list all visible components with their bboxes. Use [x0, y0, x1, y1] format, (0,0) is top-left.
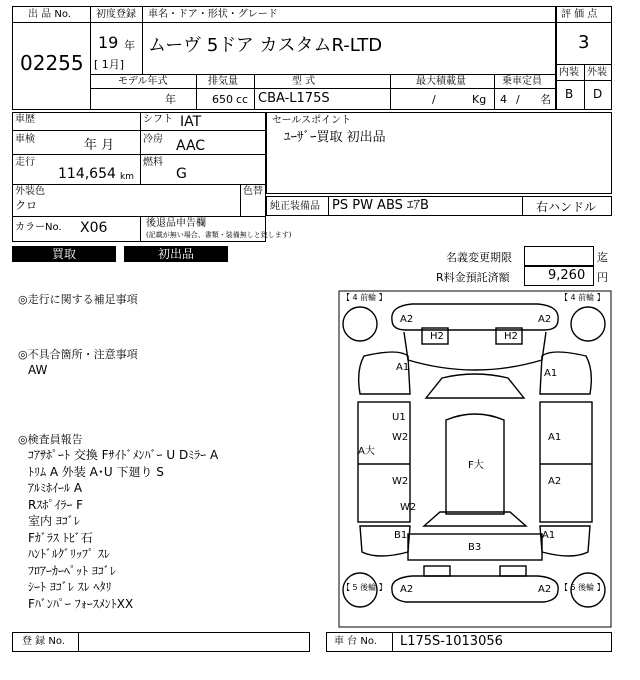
name-change-unit: 迄 — [597, 251, 608, 264]
inspector-report-line: ﾄﾘﾑ A 外装 A･U 下廻り S — [28, 464, 164, 479]
mark-rear-quarter-left: W2 — [400, 502, 417, 513]
mark-roof: F大 — [468, 460, 484, 471]
name-change-box — [524, 246, 594, 266]
purchase-badge: 買取 — [12, 246, 116, 262]
interior-grade: B — [565, 87, 574, 101]
mark-rear-door-left: W2 — [392, 476, 409, 487]
car-name-label: 車名・ドア・形状・グレード — [148, 9, 278, 20]
max-load: / — [432, 93, 436, 106]
hood — [404, 332, 546, 370]
inspection-value: 年 月 — [84, 138, 115, 153]
car-name: ムーヴ 5ドア カスタムR-LTD — [148, 35, 383, 56]
repaint-label: 色替 — [243, 186, 263, 197]
year-unit: 年 — [124, 39, 135, 52]
mark-fender-left: A1 — [396, 362, 410, 373]
aftermarket-note: (記載が無い場合、書類・装備無しと致します) — [146, 231, 292, 239]
mark-rear-bumper-right: A2 — [538, 584, 552, 595]
mark-rear-lamp-left: B1 — [394, 530, 408, 541]
wheel-front-left — [343, 307, 377, 341]
exterior-grade: D — [593, 87, 603, 101]
first-listing-badge: 初出品 — [124, 246, 228, 262]
fuel-value: G — [176, 166, 187, 182]
ac-label: 冷房 — [143, 134, 163, 145]
inspector-report-line: Fｶﾞﾗｽ ﾄﾋﾞ石 — [28, 530, 93, 545]
first-reg-year: 19 — [98, 33, 119, 52]
max-load-unit: Kg — [472, 93, 487, 106]
steering-value: 右ハンドル — [536, 200, 597, 214]
score-label: 評 価 点 — [561, 9, 598, 20]
displacement: 650 — [212, 93, 233, 106]
mark-back-door: B3 — [468, 542, 482, 553]
windshield — [426, 374, 524, 398]
model-year-unit: 年 — [165, 93, 176, 106]
mark-rear-door-right: A2 — [548, 476, 562, 487]
interior-label: 内装 — [559, 67, 579, 78]
corner-rear-right: 【 5 後輪 】 — [560, 583, 605, 592]
type-label: 型 式 — [292, 76, 316, 87]
model-year-label: モデル年式 — [118, 76, 168, 87]
mark-headlight-right: H2 — [504, 331, 518, 342]
capacity-label: 乗車定員 — [502, 76, 542, 87]
defect-line: AW — [28, 363, 48, 377]
defect-notes-title: ◎不具合箇所・注意事項 — [18, 348, 138, 361]
mark-front-door-left: W2 — [392, 432, 409, 443]
sales-point-label: セールスポイント — [272, 115, 352, 126]
displacement-label: 排気量 — [208, 76, 238, 87]
color-no-label: カラーNo. — [15, 222, 62, 233]
mark-rear-bumper-left: A2 — [400, 584, 414, 595]
mark-front-bumper-right: A2 — [538, 314, 552, 325]
capacity: 4 — [500, 93, 507, 106]
inspector-report-line: ｼｰﾄ ﾖｺﾞﾚ ｽﾚ ﾍﾀﾘ — [28, 580, 112, 594]
chassis-number: L175S-1013056 — [400, 634, 503, 649]
mark-pillar: U1 — [392, 412, 406, 423]
tail-lamp-left — [424, 566, 450, 576]
mark-fender-right: A1 — [544, 368, 558, 379]
inspector-report-line: Fﾊﾞﾝﾊﾟｰ ﾌｫｰｽﾒﾝﾄXX — [28, 596, 134, 611]
shift-value: IAT — [180, 114, 202, 130]
recycle-unit: 円 — [597, 271, 608, 284]
corner-front-right: 【 4 前輪 】 — [560, 293, 605, 302]
mileage-value: 114,654 — [58, 166, 116, 182]
equipment-label: 純正装備品 — [270, 201, 320, 212]
name-change-label: 名義変更期限 — [446, 251, 512, 264]
history-label: 車歴 — [15, 114, 35, 125]
model-type: CBA-L175S — [258, 91, 330, 106]
exterior-label: 外装 — [587, 67, 607, 78]
mileage-unit: km — [120, 172, 134, 182]
recycle-fee: 9,260 — [548, 268, 586, 283]
corner-front-left: 【 4 前輪 】 — [342, 293, 387, 302]
capacity-sep: / — [516, 93, 520, 106]
corner-rear-left: 【 5 後輪 】 — [342, 583, 387, 592]
inspector-report-line: Rｽﾎﾟｲﾗｰ F — [28, 497, 84, 512]
side-right — [540, 402, 592, 522]
exterior-color-label: 外装色 — [15, 186, 45, 197]
inspector-report-line: ﾌﾛｱｰｶｰﾍﾟｯﾄ ﾖｺﾞﾚ — [28, 563, 116, 578]
lot-no-label: 出 品 No. — [28, 9, 71, 20]
overall-score: 3 — [578, 32, 590, 53]
inspection-label: 車検 — [15, 134, 35, 145]
lot-number: 02255 — [20, 51, 84, 75]
mark-front-door-right: A1 — [548, 432, 562, 443]
rear-bumper — [392, 576, 558, 602]
inspector-report-line: ﾊﾝﾄﾞﾙｸﾞﾘｯﾌﾟ ｽﾚ — [28, 547, 110, 561]
ac-value: AAC — [176, 138, 206, 154]
equipment-value: PS PW ABS ｴｱB — [332, 198, 429, 213]
inspector-report-line: ｺｱｻﾎﾟｰﾄ 交換 Fｻｲﾄﾞﾒﾝﾊﾞｰ U Dﾐﾗｰ A — [28, 448, 219, 462]
shift-label: シフト — [143, 114, 173, 125]
inspector-report-line: 室内 ﾖｺﾞﾚ — [28, 514, 80, 528]
mileage-label: 走行 — [15, 157, 35, 168]
reg-no-label: 登 録 No. — [22, 636, 65, 647]
damage-diagram — [338, 290, 612, 628]
capacity-unit: 名 — [540, 93, 551, 106]
inspector-report-list — [28, 447, 218, 612]
exterior-color: クロ — [15, 199, 37, 212]
recycle-label: R料金預託済額 — [436, 271, 510, 284]
mark-rear-quarter-right: A1 — [542, 530, 556, 541]
displacement-unit: cc — [236, 93, 249, 106]
max-load-label: 最大積載量 — [416, 76, 466, 87]
tail-lamp-right — [500, 566, 526, 576]
mark-side-left: A大 — [358, 446, 375, 457]
mark-front-bumper-left: A2 — [400, 314, 414, 325]
inspector-title: ◎検査員報告 — [18, 433, 83, 446]
color-no: X06 — [80, 220, 108, 236]
front-bumper — [392, 304, 558, 330]
driving-notes-title: ◎走行に関する補足事項 — [18, 293, 138, 306]
wheel-front-right — [571, 307, 605, 341]
sales-point-text: ﾕｰｻﾞｰ買取 初出品 — [284, 130, 386, 145]
chassis-label: 車 台 No. — [334, 636, 377, 647]
mark-headlight-left: H2 — [430, 331, 444, 342]
fender-left — [359, 352, 410, 394]
first-reg-label: 初度登録 — [96, 9, 136, 20]
first-reg-month: [ 1月] — [94, 58, 125, 71]
inspector-report-line: ｱﾙﾐﾎｲｰﾙ A — [28, 481, 83, 495]
fuel-label: 燃料 — [143, 157, 163, 168]
aftermarket-label: 後退品申告欄 — [146, 218, 206, 229]
